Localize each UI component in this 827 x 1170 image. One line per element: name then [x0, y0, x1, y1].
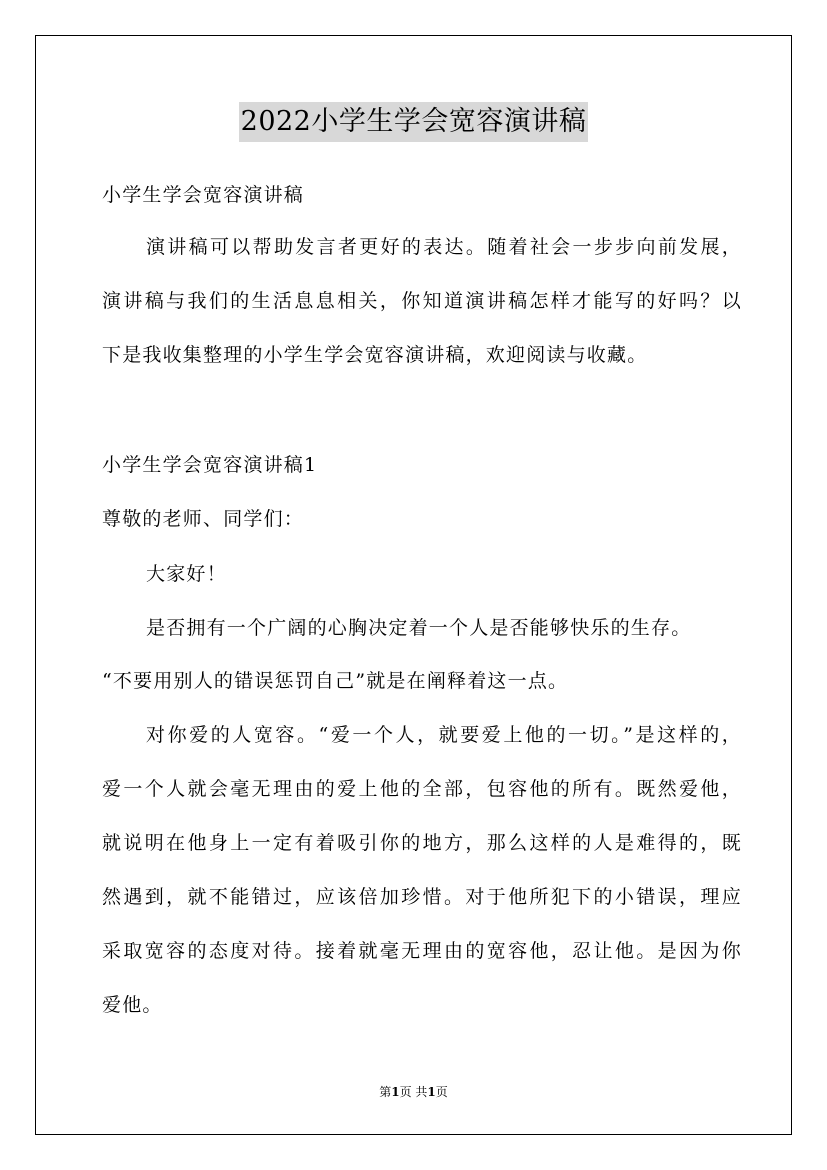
intro-line-1: 演讲稿可以帮助发言者更好的表达。随着社会一步步向前发展，	[146, 236, 742, 258]
intro-line-3: 下是我收集整理的小学生学会宽容演讲稿，欢迎阅读与收藏。	[102, 344, 648, 366]
page-footer	[0, 1084, 827, 1100]
para1-line-1: 是否拥有一个广阔的心胸决定着一个人是否能够快乐的生存。	[146, 617, 692, 639]
footer-page-suffix: 页	[435, 1085, 448, 1099]
document-title: 2022小学生学会宽容演讲稿	[239, 102, 589, 142]
footer-page-prefix: 第	[379, 1085, 392, 1099]
title-container	[0, 102, 827, 142]
intro-line-2: 演讲稿与我们的生活息息相关，你知道演讲稿怎样才能写的好吗？以	[102, 290, 742, 312]
footer-total-pages: 1	[427, 1085, 436, 1099]
para1-line-2: “不要用别人的错误惩罚自己”就是在阐释着这一点。	[102, 670, 569, 692]
section-title: 小学生学会宽容演讲稿1	[102, 454, 318, 476]
para2-line-6: 爱他。	[102, 994, 163, 1016]
document-subtitle: 小学生学会宽容演讲稿	[102, 184, 305, 206]
para2-line-1: 对你爱的人宽容。“爱一个人，就要爱上他的一切。”是这样的，	[146, 724, 742, 746]
para2-line-2: 爱一个人就会毫无理由的爱上他的全部，包容他的所有。既然爱他，	[102, 778, 742, 800]
footer-page-number: 1	[391, 1085, 400, 1099]
para2-line-3: 就说明在他身上一定有着吸引你的地方，那么这样的人是难得的，既	[102, 832, 742, 854]
para2-line-4: 然遇到，就不能错过，应该倍加珍惜。对于他所犯下的小错误，理应	[102, 886, 742, 908]
footer-page-mid: 页 共	[399, 1085, 428, 1099]
greeting: 大家好！	[146, 563, 227, 585]
para2-line-5: 采取宽容的态度对待。接着就毫无理由的宽容他，忍让他。是因为你	[102, 940, 742, 962]
salutation: 尊敬的老师、同学们：	[102, 508, 305, 530]
